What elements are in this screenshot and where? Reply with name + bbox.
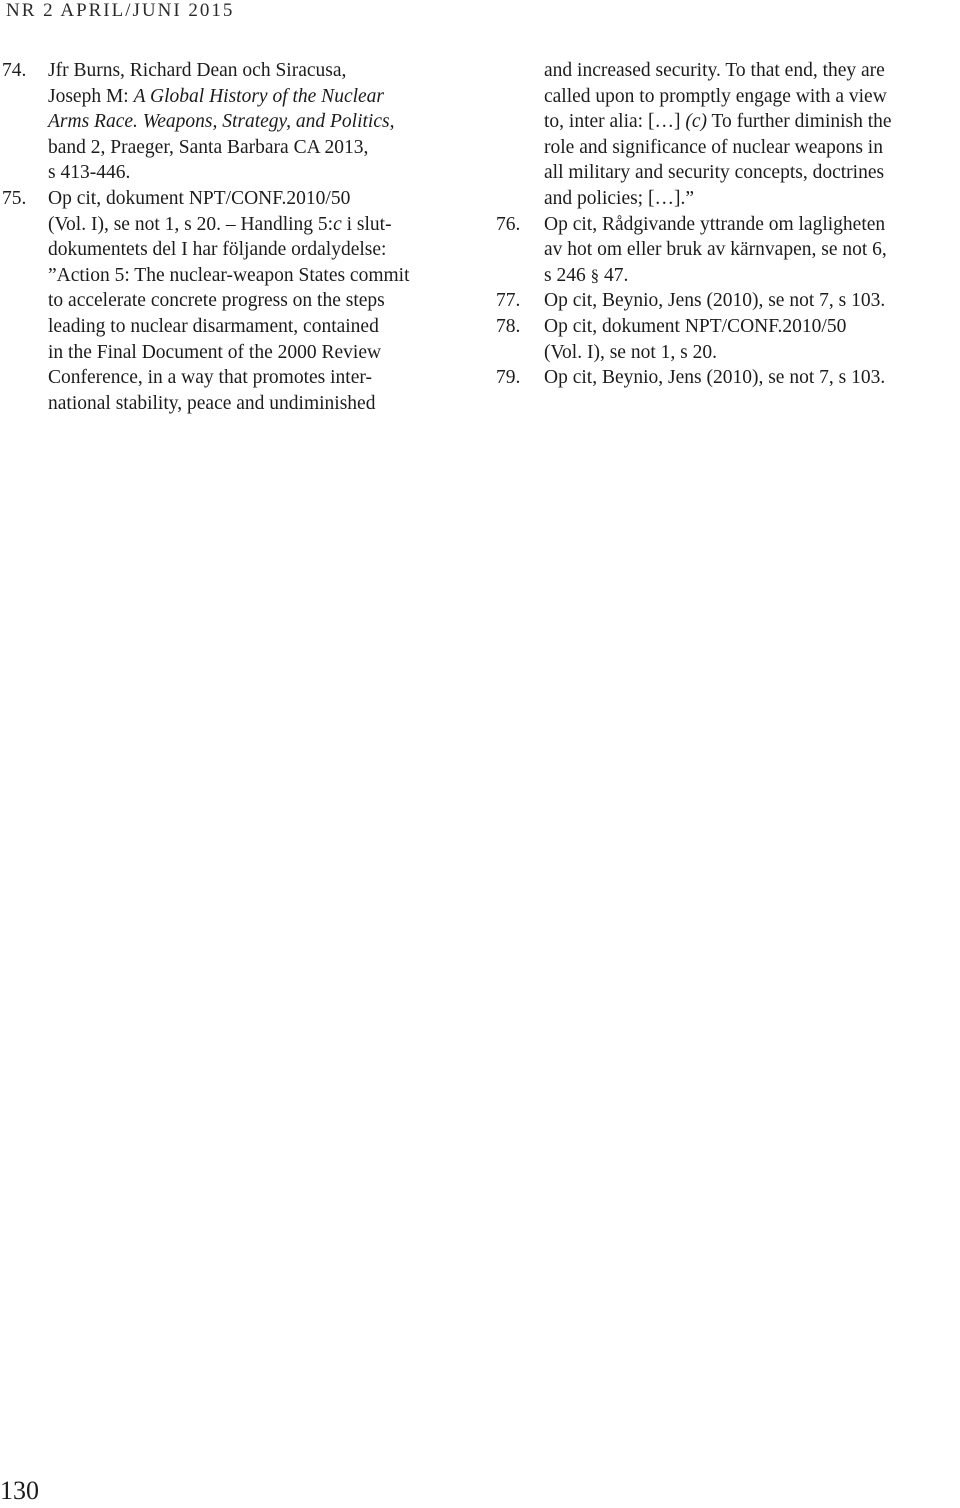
footnote-number: 77. bbox=[496, 290, 521, 312]
footnote-line bbox=[48, 84, 470, 110]
footnote-number: 76. bbox=[496, 213, 521, 235]
footnote-line: and policies; […].” bbox=[544, 187, 694, 209]
footnote-line: band 2, Praeger, Santa Barbara CA 2013, bbox=[48, 136, 369, 158]
footnote-line: and increased security. To that end, they are bbox=[544, 60, 885, 81]
footnote-line: av hot om eller bruk av kärnvapen, se not 6, bbox=[544, 239, 887, 261]
page-number: 130 bbox=[0, 1476, 39, 1505]
footnote-76 bbox=[496, 212, 960, 289]
footnote-line: leading to nuclear disarmament, contained bbox=[48, 315, 379, 337]
footnote-75-continuation bbox=[496, 58, 960, 212]
footnote-77 bbox=[496, 288, 960, 314]
footnote-line: Op cit, dokument NPT/CONF.2010/50 bbox=[48, 187, 351, 209]
footnote-line: Op cit, Beynio, Jens (2010), se not 7, s 103. bbox=[544, 367, 886, 389]
footnote-line: role and significance of nuclear weapons in bbox=[544, 136, 883, 158]
footnote-line: s 413-446. bbox=[48, 162, 131, 184]
footnote-75 bbox=[0, 186, 470, 416]
footnote-italic: c bbox=[333, 213, 342, 235]
footnote-line: dokumentets del I har följande ordalydelse: bbox=[48, 239, 387, 261]
footnotes-right-column bbox=[496, 58, 960, 391]
footnote-74 bbox=[0, 58, 470, 186]
footnote-78 bbox=[496, 314, 960, 365]
section-sign: § bbox=[590, 265, 600, 285]
footnote-79 bbox=[496, 365, 960, 391]
footnote-italic: (c) bbox=[685, 111, 707, 133]
footnote-line: called upon to promptly engage with a view bbox=[544, 85, 887, 107]
footnote-text: (Vol. I), se not 1, s 20. – Handling 5: bbox=[48, 213, 334, 235]
footnote-line: Op cit, dokument NPT/CONF.2010/50 bbox=[544, 315, 847, 337]
footnote-text: s 246 bbox=[544, 264, 591, 286]
footnote-line: to accelerate concrete progress on the steps bbox=[48, 290, 385, 312]
footnotes-left-column bbox=[0, 58, 470, 416]
footnote-line: all military and security concepts, doctrines bbox=[544, 162, 885, 184]
footnote-text: To further diminish the bbox=[706, 111, 892, 133]
footnote-line: Op cit, Rådgivande yttrande om lagligheten bbox=[544, 213, 886, 235]
footnote-line: Op cit, Beynio, Jens (2010), se not 7, s 103. bbox=[544, 290, 886, 312]
footnote-line bbox=[544, 109, 960, 135]
footnote-line: national stability, peace and undiminished bbox=[48, 392, 376, 414]
footnote-text: i slut- bbox=[341, 213, 392, 235]
footnote-line: in the Final Document of the 2000 Review bbox=[48, 341, 382, 363]
footnote-text: to, inter alia: […] bbox=[544, 111, 686, 133]
footnote-number: 78. bbox=[496, 315, 521, 337]
footnote-line: Conference, in a way that promotes inter- bbox=[48, 367, 372, 389]
footnote-line bbox=[544, 263, 960, 289]
footnote-number: 79. bbox=[496, 367, 521, 389]
running-head: NR 2 APRIL/JUNI 2015 bbox=[6, 0, 235, 21]
footnote-line: ”Action 5: The nuclear-weapon States commit bbox=[48, 264, 410, 286]
footnote-line bbox=[48, 212, 470, 238]
footnote-line: Jfr Burns, Richard Dean och Siracusa, bbox=[48, 60, 347, 81]
footnote-number: 74. bbox=[2, 60, 27, 81]
footnote-text: Joseph M: bbox=[48, 85, 134, 107]
footnote-number: 75. bbox=[2, 187, 27, 209]
footnote-text: 47. bbox=[599, 264, 629, 286]
footnote-line: (Vol. I), se not 1, s 20. bbox=[544, 341, 717, 363]
footnote-line-italic: Arms Race. Weapons, Strategy, and Politics, bbox=[48, 111, 395, 133]
book-title-italic: A Global History of the Nuclear bbox=[133, 85, 385, 107]
